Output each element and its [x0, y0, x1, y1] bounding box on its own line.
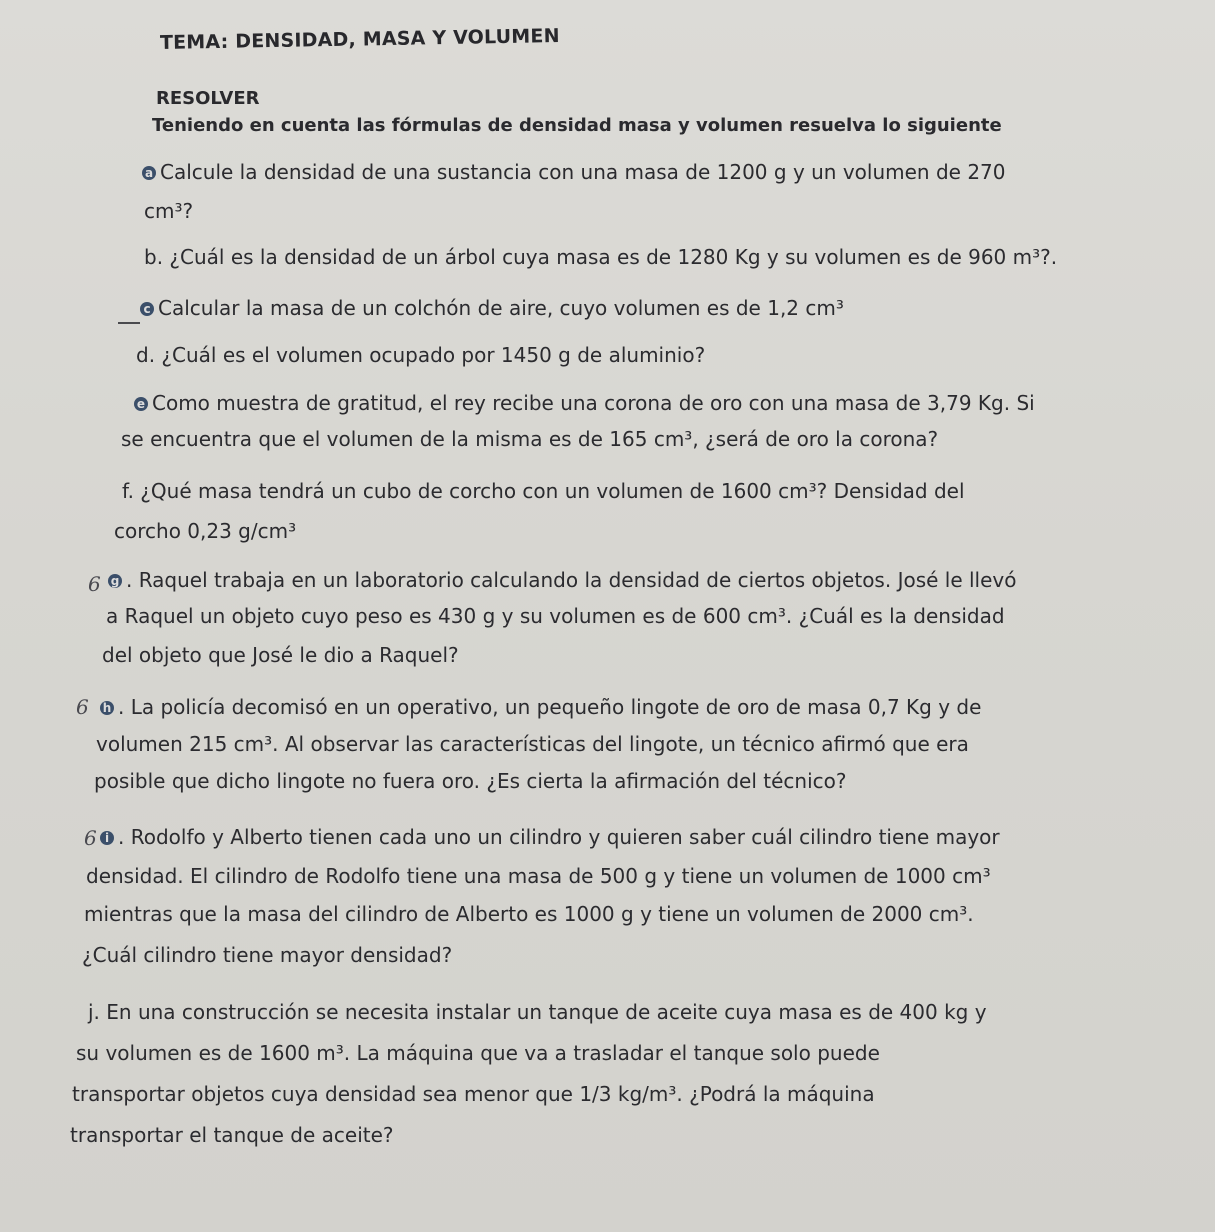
question-a-line-1: a Calcule la densidad de una sustancia con una masa de 1200 g y un volumen de 270 [142, 162, 1006, 182]
question-i-marker: i [100, 831, 114, 845]
handwritten-mark-i: 6 [84, 826, 97, 850]
question-i-line-3: mientras que la masa del cilindro de Alberto es 1000 g y tiene un volumen de 2000 cm³. [84, 902, 974, 926]
section-heading: RESOLVER [156, 88, 260, 109]
instructions: Teniendo en cuenta las fórmulas de densidad masa y volumen resuelva lo siguiente [152, 115, 1002, 136]
question-c-line-1: c Calcular la masa de un colchón de aire, cuyo volumen es de 1,2 cm³ [140, 298, 844, 318]
question-h-line-3: posible que dicho lingote no fuera oro. ¿Es cierta la afirmación del técnico? [94, 769, 847, 793]
question-i-line-2: densidad. El cilindro de Rodolfo tiene una masa de 500 g y tiene un volumen de 1000 cm³ [86, 864, 991, 888]
page-title: TEMA: DENSIDAD, MASA Y VOLUMEN [159, 25, 560, 54]
question-i-line-4: ¿Cuál cilindro tiene mayor densidad? [82, 943, 453, 967]
question-h-line-2: volumen 215 cm³. Al observar las características del lingote, un técnico afirmó que era [96, 732, 969, 756]
question-g-marker: g [108, 574, 122, 588]
question-h-marker: h [100, 701, 114, 715]
question-g-line-2: a Raquel un objeto cuyo peso es 430 g y su volumen es de 600 cm³. ¿Cuál es la densidad [106, 604, 1005, 628]
question-j-line-3: transportar objetos cuya densidad sea menor que 1/3 kg/m³. ¿Podrá la máquina [72, 1082, 875, 1106]
question-a-marker: a [142, 166, 156, 180]
handwritten-mark-h: 6 [76, 695, 89, 719]
question-e-marker: e [134, 397, 148, 411]
question-h-line-1: h . La policía decomisó en un operativo, un pequeño lingote de oro de masa 0,7 Kg y de [100, 697, 981, 717]
question-a-line-2: cm³? [144, 199, 194, 223]
question-e-line-2: se encuentra que el volumen de la misma es de 165 cm³, ¿será de oro la corona? [121, 427, 939, 451]
handwritten-mark-g: 6 [88, 572, 101, 596]
question-f-line-2: corcho 0,23 g/cm³ [114, 519, 297, 543]
question-f-line-1: f. ¿Qué masa tendrá un cubo de corcho con un volumen de 1600 cm³? Densidad del [122, 479, 965, 503]
question-j-line-1: j. En una construcción se necesita instalar un tanque de aceite cuya masa es de 400 kg y [88, 1000, 987, 1024]
question-j-line-2: su volumen es de 1600 m³. La máquina que va a trasladar el tanque solo puede [76, 1041, 880, 1065]
question-i-line-1: i . Rodolfo y Alberto tienen cada uno un cilindro y quieren saber cuál cilindro tiene mayor [100, 827, 1000, 847]
question-j-line-4: transportar el tanque de aceite? [70, 1123, 394, 1147]
question-b-line-1: b. ¿Cuál es la densidad de un árbol cuya masa es de 1280 Kg y su volumen es de 960 m³?. [144, 245, 1058, 269]
question-g-line-3: del objeto que José le dio a Raquel? [102, 643, 459, 667]
question-e-line-1: e Como muestra de gratitud, el rey recibe una corona de oro con una masa de 3,79 Kg. Si [134, 393, 1035, 413]
question-d-line-1: d. ¿Cuál es el volumen ocupado por 1450 g de aluminio? [136, 343, 706, 367]
pen-dash-mark [118, 322, 140, 324]
question-c-marker: c [140, 302, 154, 316]
question-g-line-1: g . Raquel trabaja en un laboratorio calculando la densidad de ciertos objetos. José le llevó [108, 570, 1017, 590]
